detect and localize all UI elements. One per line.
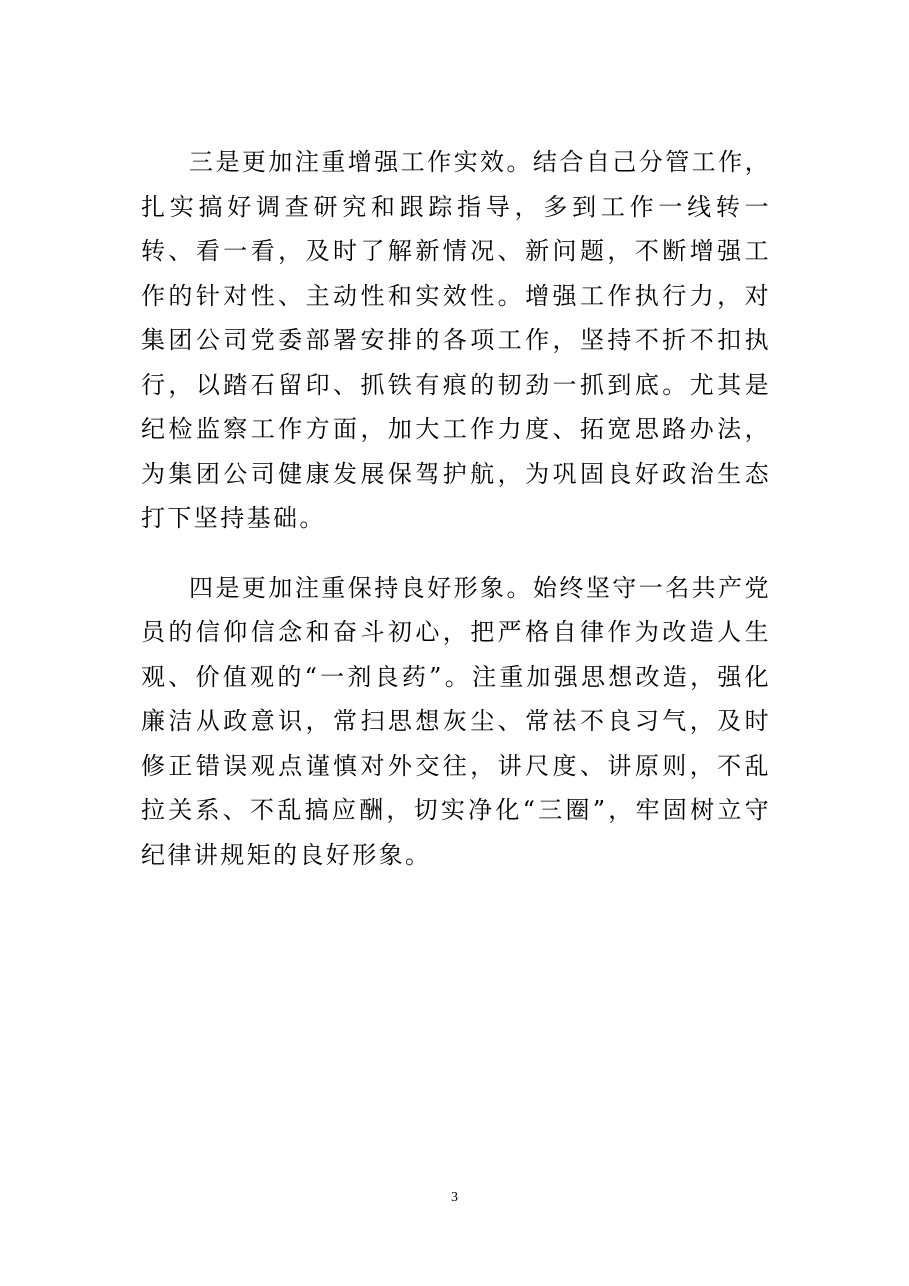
- page-number: 3: [451, 1190, 458, 1205]
- paragraph-good-image: 四是更加注重保持良好形象。始终坚守一名共产党员的信仰信念和奋斗初心，把严格自律作为改造人生观、价值观的“一剂良药”。注重加强思想改造，强化廉洁从政意识，常扫思想灰尘、常祛不良习气，及时修正错误观点谨慎对外交往，讲尺度、讲原则，不乱拉关系、不乱搞应酬，切实净化“三圈”，牢固树立守纪律讲规矩的良好形象。: [141, 573, 771, 869]
- document-body: [141, 140, 771, 877]
- paragraph-work-effectiveness: 三是更加注重增强工作实效。结合自己分管工作，扎实搞好调查研究和跟踪指导，多到工作一线转一转、看一看，及时了解新情况、新问题，不断增强工作的针对性、主动性和实效性。增强工作执行力，对集团公司党委部署安排的各项工作，坚持不折不扣执行，以踏石留印、抓铁有痕的韧劲一抓到底。尤其是纪检监察工作方面，加大工作力度、拓宽思路办法，为集团公司健康发展保驾护航，为巩固良好政治生态打下坚持基础。: [141, 148, 771, 532]
